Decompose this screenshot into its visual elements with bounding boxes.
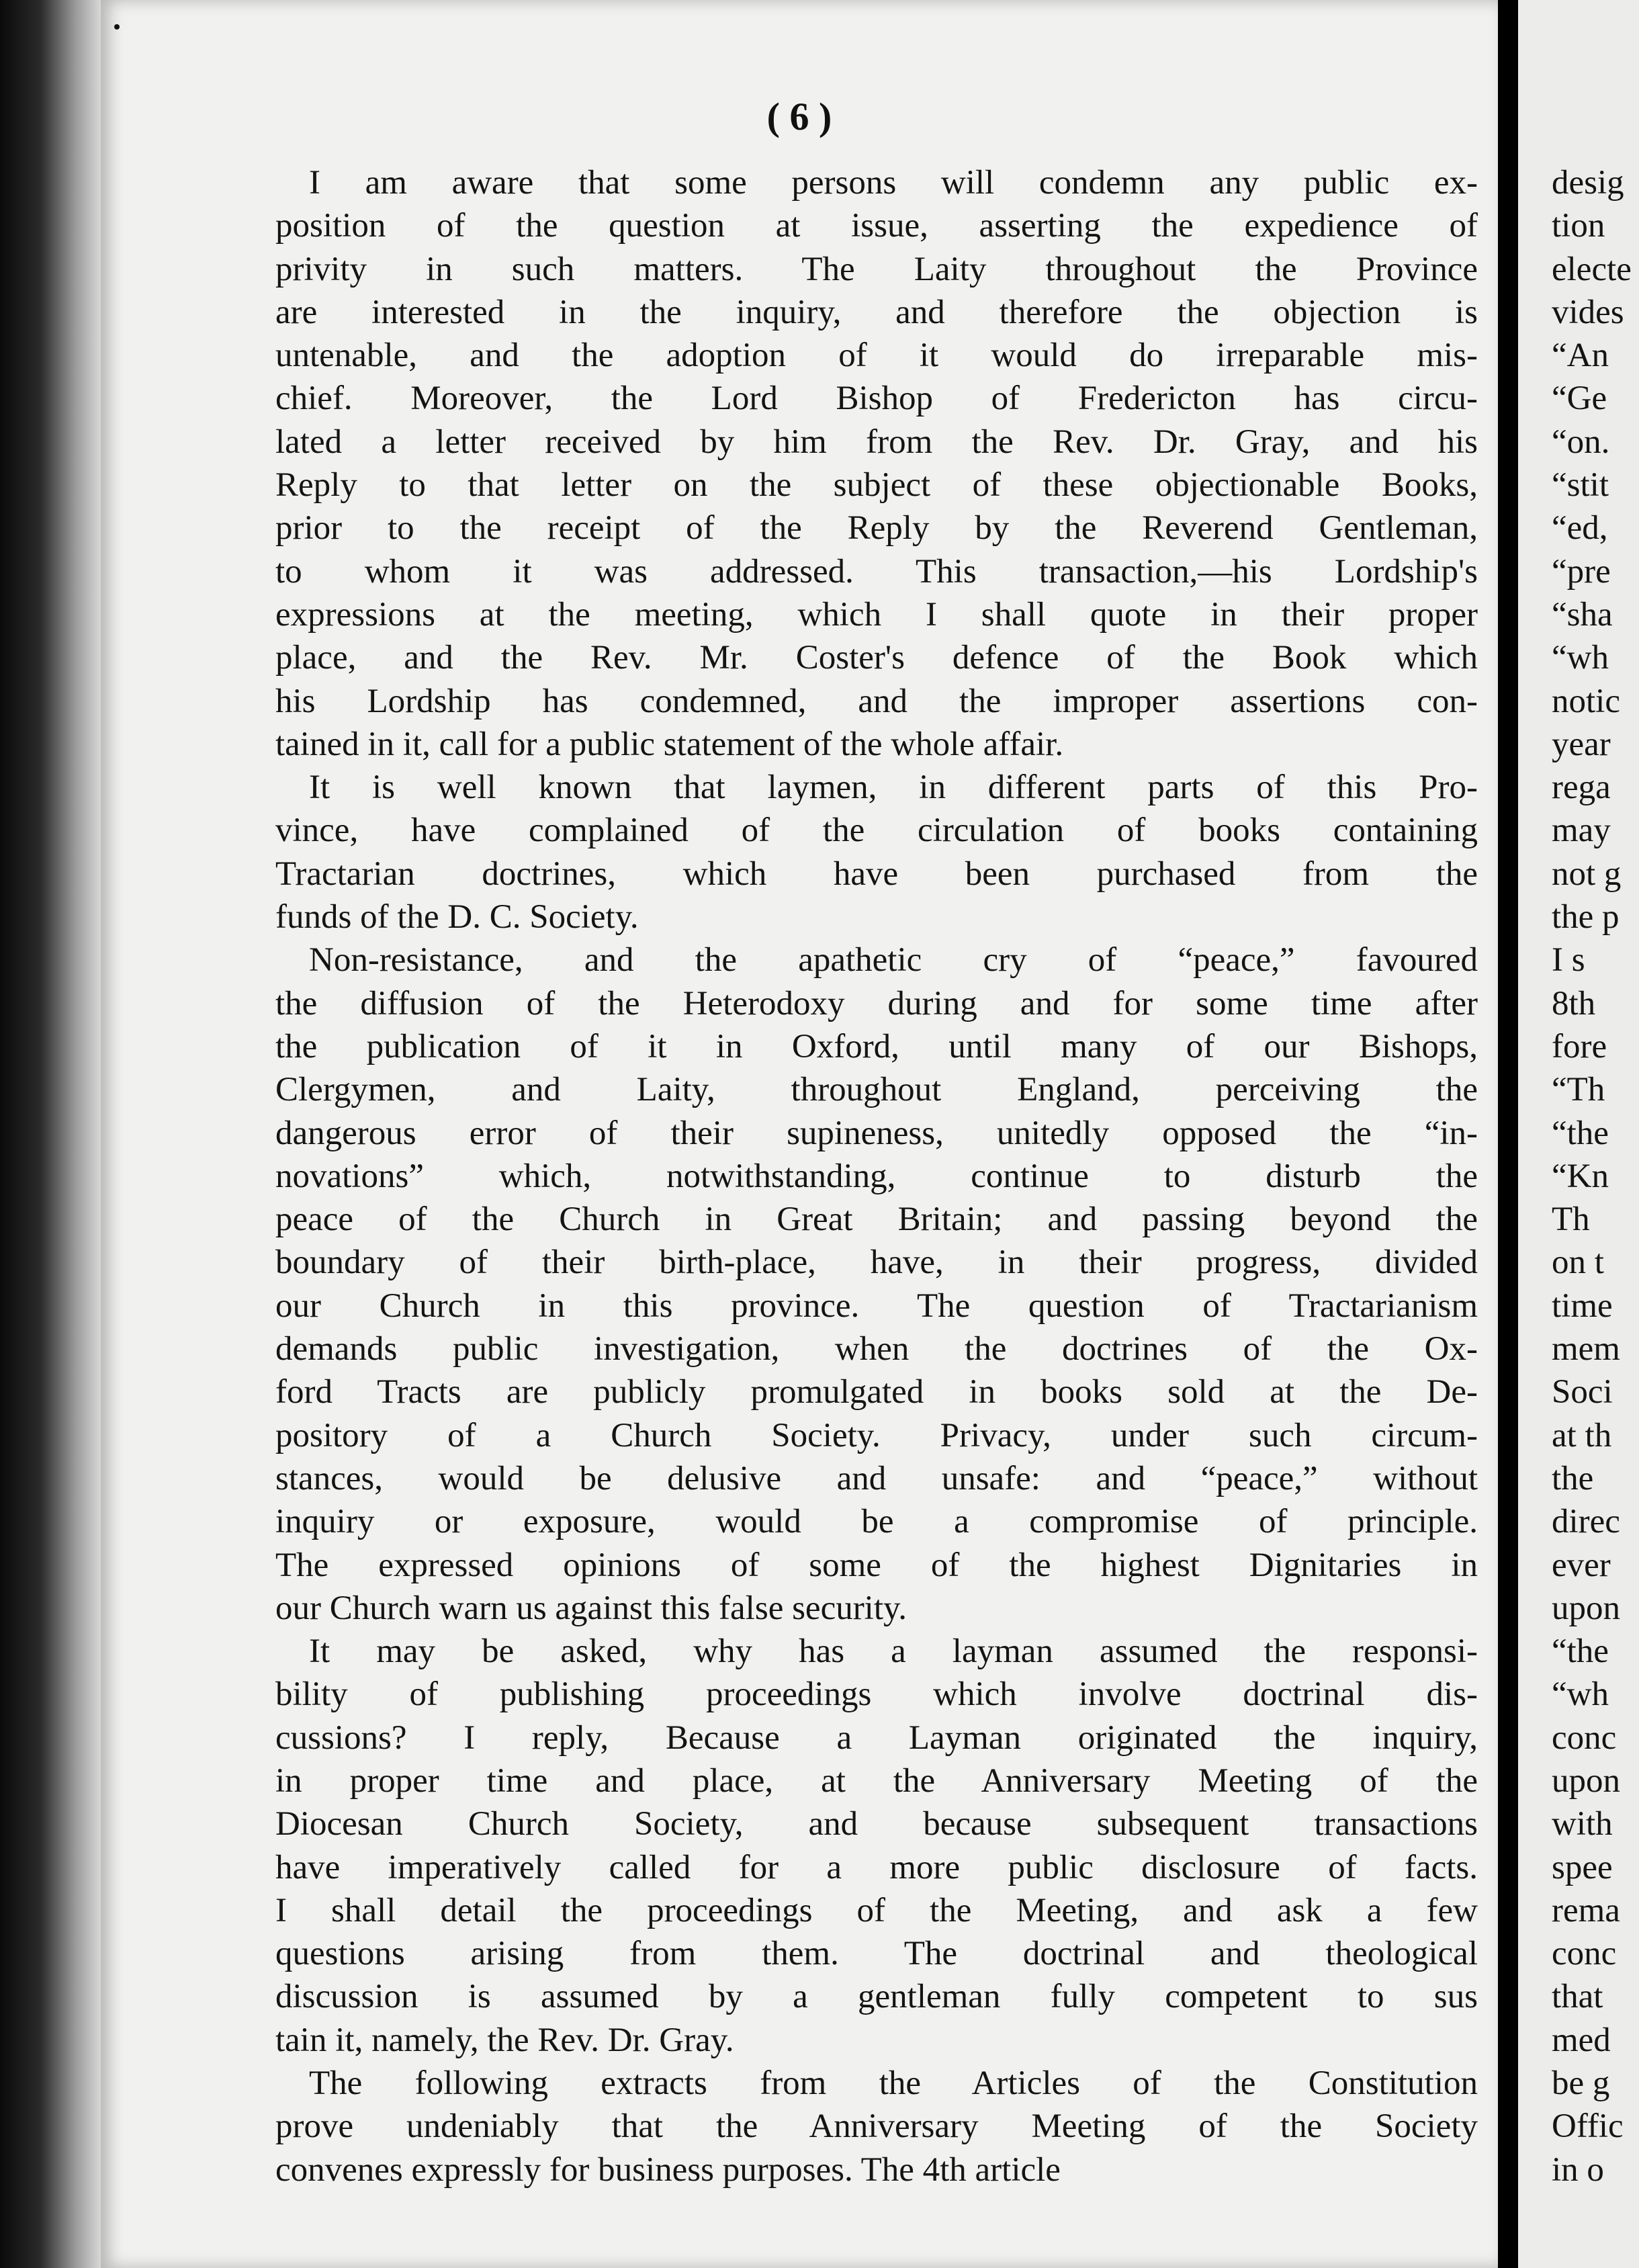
adjacent-text-fragment: “on. [1552, 423, 1610, 461]
text-line: The following extracts from the Articles of the Constitution [309, 2064, 1478, 2103]
adjacent-text-fragment: “An [1552, 337, 1609, 375]
adjacent-text-fragment: that [1552, 1978, 1603, 2016]
text-line: vince, have complained of the circulation of books containing [275, 812, 1478, 850]
adjacent-text-fragment: rega [1552, 769, 1611, 807]
text-line: in proper time and place, at the Anniversary Meeting of the [275, 1761, 1478, 1800]
text-line: I am aware that some persons will condemn any public ex- [309, 164, 1478, 202]
text-line: dangerous error of their supineness, unitedly opposed the “in- [275, 1114, 1478, 1152]
text-line: lated a letter received by him from the Rev. Dr. Gray, and his [275, 423, 1478, 461]
ink-speck [114, 24, 120, 30]
text-line: Diocesan Church Society, and because subsequent transactions [275, 1805, 1478, 1843]
adjacent-text-fragment: may [1552, 812, 1611, 850]
text-line: peace of the Church in Great Britain; and passing beyond the [275, 1201, 1478, 1239]
adjacent-text-fragment: “wh [1552, 639, 1609, 677]
text-line: place, and the Rev. Mr. Coster's defence of the Book which [275, 639, 1478, 677]
adjacent-text-fragment: on t [1552, 1244, 1604, 1282]
adjacent-text-fragment: direc [1552, 1503, 1620, 1541]
text-line: demands public investigation, when the doctrines of the Ox- [275, 1330, 1478, 1368]
paragraph [275, 766, 1478, 939]
text-line: the publication of it in Oxford, until many of our Bishops, [275, 1027, 1478, 1065]
adjacent-text-fragment: Th [1552, 1201, 1590, 1239]
adjacent-text-fragment: the [1552, 1459, 1594, 1497]
adjacent-text-fragment: be g [1552, 2064, 1610, 2103]
adjacent-text-fragment: desig [1552, 164, 1624, 202]
paragraph [275, 1630, 1478, 2062]
adjacent-text-fragment: upon [1552, 1589, 1620, 1627]
paragraph [275, 2062, 1478, 2191]
text-line: It is well known that laymen, in different parts of this Pro- [309, 769, 1478, 807]
adjacent-text-fragment: the p [1552, 898, 1620, 936]
adjacent-text-fragment: conc [1552, 1935, 1617, 1973]
text-line: our Church in this province. The question of Tractarianism [275, 1286, 1478, 1325]
adjacent-text-fragment: notic [1552, 682, 1620, 720]
text-line: The expressed opinions of some of the highest Dignitaries in [275, 1546, 1478, 1584]
adjacent-text-fragment: rema [1552, 1891, 1620, 1929]
adjacent-page-text [1552, 161, 1639, 2191]
adjacent-text-fragment: med [1552, 2021, 1611, 2059]
adjacent-text-fragment: fore [1552, 1027, 1607, 1065]
adjacent-text-fragment: at th [1552, 1416, 1612, 1454]
text-line: It may be asked, why has a layman assumed the responsi- [309, 1632, 1478, 1671]
adjacent-text-fragment: spee [1552, 1848, 1613, 1886]
page-number: ( 6 ) [766, 95, 832, 138]
adjacent-text-fragment: mem [1552, 1330, 1620, 1368]
text-line: his Lordship has condemned, and the improper assertions con- [275, 682, 1478, 720]
book-page [101, 0, 1498, 2268]
adjacent-page [1518, 0, 1639, 2268]
text-line: ford Tracts are publicly promulgated in books sold at the De- [275, 1373, 1478, 1411]
adjacent-text-fragment: in o [1552, 2150, 1604, 2189]
text-line: untenable, and the adoption of it would do irreparable mis- [275, 337, 1478, 375]
page-gutter [1498, 0, 1518, 2268]
text-line: Non-resistance, and the apathetic cry of “peace,” favoured [309, 941, 1478, 979]
paragraph [275, 161, 1478, 766]
text-line: stances, would be delusive and unsafe: and “peace,” without [275, 1459, 1478, 1497]
text-line: Tractarian doctrines, which have been purchased from the [275, 855, 1478, 893]
text-line: privity in such matters. The Laity throughout the Province [275, 250, 1478, 288]
text-line: I shall detail the proceedings of the Meeting, and ask a few [275, 1891, 1478, 1929]
text-line: Clergymen, and Laity, throughout England, perceiving the [275, 1071, 1478, 1109]
text-line: have imperatively called for a more public disclosure of facts. [275, 1848, 1478, 1886]
adjacent-text-fragment: “the [1552, 1114, 1609, 1152]
adjacent-text-fragment: “wh [1552, 1675, 1609, 1714]
adjacent-text-fragment: upon [1552, 1761, 1620, 1800]
text-line: cussions? I reply, Because a Layman originated the inquiry, [275, 1718, 1478, 1757]
adjacent-text-fragment: “Ge [1552, 380, 1607, 418]
adjacent-text-fragment: year [1552, 725, 1611, 763]
text-line: boundary of their birth-place, have, in their progress, divided [275, 1244, 1478, 1282]
text-line: tain it, namely, the Rev. Dr. Gray. [275, 2021, 734, 2059]
body-text [275, 161, 1478, 2191]
text-line: inquiry or exposure, would be a compromise of principle. [275, 1503, 1478, 1541]
adjacent-text-fragment: vides [1552, 293, 1624, 331]
text-line: questions arising from them. The doctrinal and theological [275, 1935, 1478, 1973]
text-line: position of the question at issue, asserting the expedience of [275, 207, 1478, 245]
adjacent-text-fragment: “Th [1552, 1071, 1605, 1109]
text-line: tained in it, call for a public statement of the whole affair. [275, 725, 1064, 763]
adjacent-text-fragment: conc [1552, 1718, 1617, 1757]
adjacent-text-fragment: “the [1552, 1632, 1609, 1671]
adjacent-text-fragment: “Kn [1552, 1157, 1609, 1195]
adjacent-text-fragment: I s [1552, 941, 1585, 979]
adjacent-text-fragment: “stit [1552, 466, 1609, 505]
adjacent-text-fragment: time [1552, 1286, 1613, 1325]
text-line: Reply to that letter on the subject of these objectionable Books, [275, 466, 1478, 505]
text-line: prior to the receipt of the Reply by the Reverend Gentleman, [275, 509, 1478, 548]
text-line: prove undeniably that the Anniversary Meeting of the Society [275, 2107, 1478, 2146]
text-line: the diffusion of the Heterodoxy during and for some time after [275, 984, 1478, 1022]
text-line: discussion is assumed by a gentleman fully competent to sus [275, 1978, 1478, 2016]
adjacent-text-fragment: 8th [1552, 984, 1596, 1022]
text-line: to whom it was addressed. This transaction,—his Lordship's [275, 552, 1478, 591]
paragraph [275, 939, 1478, 1630]
adjacent-text-fragment: ever [1552, 1546, 1611, 1584]
text-line: our Church warn us against this false security. [275, 1589, 907, 1627]
scan-left-edge [0, 0, 101, 2268]
adjacent-text-fragment: electe [1552, 250, 1632, 288]
text-line: chief. Moreover, the Lord Bishop of Fredericton has circu- [275, 380, 1478, 418]
adjacent-text-fragment: Offic [1552, 2107, 1624, 2146]
adjacent-text-fragment: not g [1552, 855, 1622, 893]
adjacent-text-fragment: with [1552, 1805, 1613, 1843]
text-line: pository of a Church Society. Privacy, under such circum- [275, 1416, 1478, 1454]
adjacent-text-fragment: “ed, [1552, 509, 1608, 548]
adjacent-text-fragment: “pre [1552, 552, 1611, 591]
adjacent-text-fragment: “sha [1552, 595, 1613, 634]
text-line: novations” which, notwithstanding, continue to disturb the [275, 1157, 1478, 1195]
text-line: convenes expressly for business purposes. The 4th article [275, 2150, 1061, 2189]
text-line: expressions at the meeting, which I shall quote in their proper [275, 595, 1478, 634]
text-line: are interested in the inquiry, and therefore the objection is [275, 293, 1478, 331]
adjacent-text-fragment: Soci [1552, 1373, 1613, 1411]
text-line: funds of the D. C. Society. [275, 898, 639, 936]
adjacent-text-fragment: tion [1552, 207, 1605, 245]
text-line: bility of publishing proceedings which involve doctrinal dis- [275, 1675, 1478, 1714]
